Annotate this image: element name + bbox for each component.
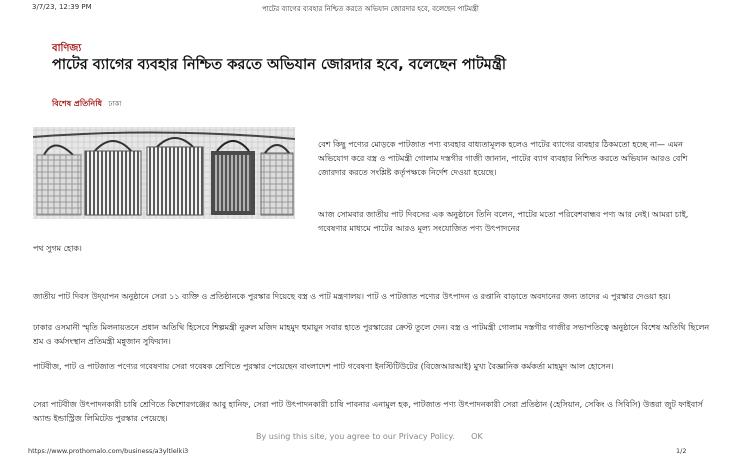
page-url: https://www.prothomalo.com/business/a3yltlelki3 [28, 447, 189, 455]
lead-paragraph-2: আজ সোমবার জাতীয় পাট দিবসের এক অনুষ্ঠানে তিনি বলেন, পাটের মতো পরিবেশবান্ধব পণ্য আর নেই। আমরা চাই, গবেষণার মাধ্যমে পাটের আরও মূল্য সংযোজিত পণ্য উৎপাদনের [318, 210, 689, 233]
body-paragraph-3: পাটবীজ, পাট ও পাটজাত পণ্যের গবেষণায় সেরা গবেষক শ্রেণিতে পুরস্কার পেয়েছেন বাংলাদেশ পাট গবেষণা ইনস্টিটিউটের (বিজেআরআই) মুখ্য বৈজ্ঞানিক কর্মকর্তা মাহমুদ আল হোসেন। [33, 362, 614, 371]
body-paragraph-4: সেরা পাটবীজ উৎপাদনকারী চাষি শ্রেণিতে কিশোরগঞ্জের আবু হানিফ, সেরা পাট উৎপাদনকারী চাষি পাবনার এনামুল হক, পাটজাত পণ্য উৎপাদনকারী সেরা প্রতিষ্ঠান (হেসিয়ান, সেকিং ও সিবিসি) উত্তরা জুট ফাইবার্স অ্যান্ড ইন্ডাস্ট্রিজ লিমিটেড পুরস্কার পেয়েছে। [33, 400, 703, 423]
jute-bags-image [33, 127, 295, 219]
lead-paragraph-1: বেশ কিছু পণ্যের মোড়কে পাটজাত পণ্য ব্যবহার বাধ্যতামূলক হলেও পাটের ব্যাগের ব্যবহার ঠিকমতো হচ্ছে না— এমন অভিযোগ করে বস্ত্র ও পাটমন্ত্রী গোলাম দস্তগীর গাজী জানান, পাটের ব্যাগ ব্যবহার নিশ্চিত করতে অভিযান আরও বেশি জোরদার করতে সংশ্লিষ্ট কর্তৃপক্ষকে নির্দেশ দেওয়া হয়েছে। [318, 140, 688, 177]
privacy-ok-button[interactable]: OK [471, 432, 483, 441]
section-label[interactable]: বাণিজ্য [52, 43, 82, 54]
article-title: পাটের ব্যাগের ব্যবহার নিশ্চিত করতে অভিযান জোরদার হবে, বলেছেন পাটমন্ত্রী [52, 57, 507, 73]
author-name[interactable]: বিশেষ প্রতিনিধি [52, 99, 102, 108]
privacy-text[interactable]: By using this site, you agree to our Privacy Policy. [256, 432, 455, 441]
lead-paragraph-3: পথ সুগম হোক। [33, 244, 82, 253]
print-datetime: 3/7/23, 12:39 PM [32, 3, 92, 11]
body-paragraph-1: জাতীয় পাট দিবস উদ্‌যাপন অনুষ্ঠানে সেরা ১১ ব্যক্তি ও প্রতিষ্ঠানকে পুরস্কার দিয়েছে বস্ত্র ও পাট মন্ত্রণালয়। পাট ও পাটজাত পণ্যের উৎপাদন ও রপ্তানি বাড়াতে অবদানের জন্য তাদের এ পুরস্কার দেওয়া হয়। [33, 292, 671, 301]
article-photo [33, 127, 295, 219]
privacy-bar [256, 432, 483, 441]
page-number: 1/2 [676, 447, 687, 455]
byline [52, 98, 121, 111]
print-tab-title: পাটের ব্যাগের ব্যবহার নিশ্চিত করতে অভিযান জোরদার হবে, বলেছেন পাটমন্ত্রী [262, 5, 479, 13]
body-paragraph-2: ঢাকার ওসমানী স্মৃতি মিলনায়তনে প্রধান অতিথি হিসেবে শিল্পমন্ত্রী নুরুল মজিদ মাহমুদ হুমায়ুন সবার হাতে পুরস্কারের ক্রেস্ট তুলে দেন। বস্ত্র ও পাটমন্ত্রী গোলাম দস্তগীর গাজীর সভাপতিত্বে অনুষ্ঠানে বিশেষ অতিথি ছিলেন শ্রম ও কর্মসংস্থান প্রতিমন্ত্রী মন্নুজান সুফিয়ান। [33, 323, 710, 346]
dateline-place: ঢাকা [108, 100, 122, 108]
